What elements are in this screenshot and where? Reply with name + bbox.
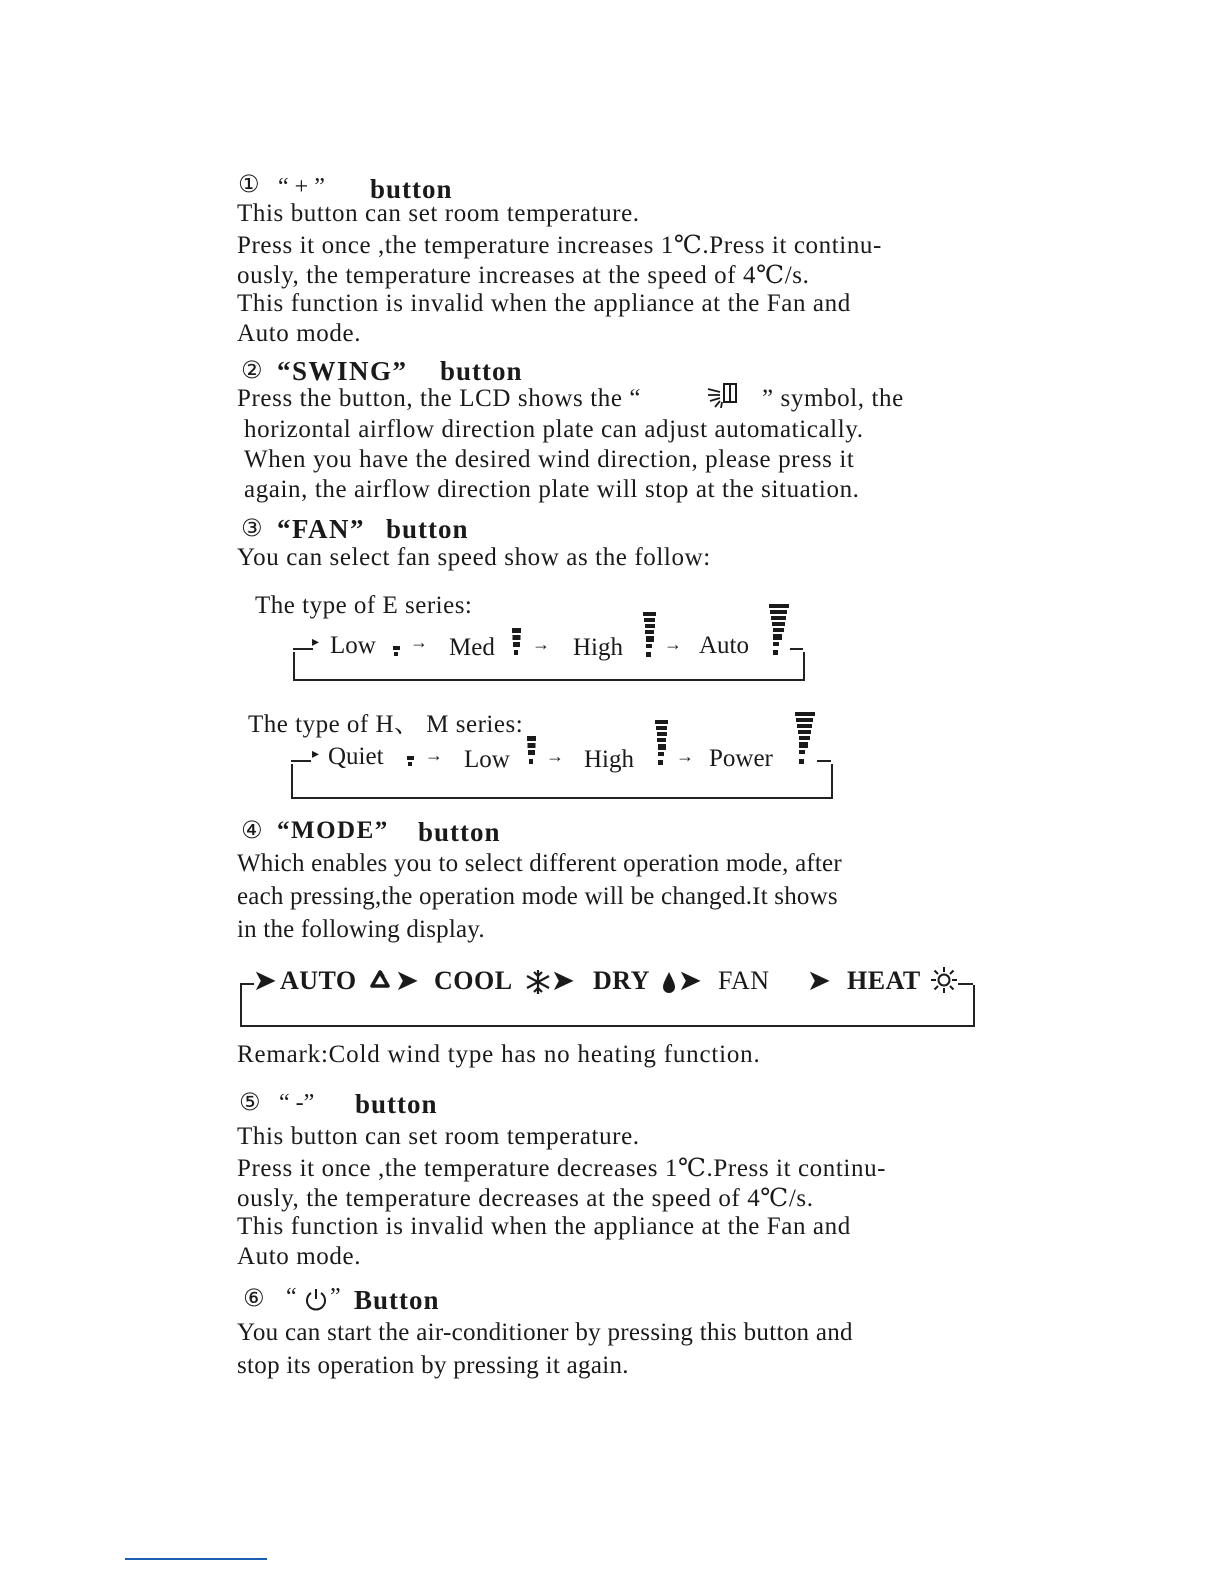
section-plus-line-2: Press it once ,the temperature increases 1℃.Press it continu- — [237, 232, 882, 259]
e-series-loop-top-right — [790, 648, 803, 650]
section-minus-line-3: ously, the temperature decreases at the speed of 4℃/s. — [237, 1185, 814, 1212]
hm-step-power: Power — [709, 745, 773, 772]
section-power-quote-close: ” — [330, 1284, 341, 1310]
fan-level-high-icon — [642, 610, 658, 665]
section-swing-line-3: When you have the desired wind direction, please press it — [244, 446, 855, 473]
e-step-auto: Auto — [699, 632, 749, 659]
section-mode-line-2: each pressing,the operation mode will be changed.It shows — [237, 883, 838, 910]
mode-dry-label: DRY — [593, 966, 650, 995]
section-minus-title: button — [355, 1089, 438, 1119]
section-plus-symbol: “ + ” — [278, 174, 325, 200]
section-number-2: ② — [241, 356, 263, 384]
mode-arrow-2: ➤ — [396, 966, 419, 995]
mode-auto-label: AUTO — [280, 966, 357, 995]
section-power-line-1: You can start the air-conditioner by pressing this button and — [237, 1319, 853, 1346]
section-swing-line-1a: Press the button, the LCD shows the “ — [237, 385, 642, 412]
e-series-loop-top-left — [293, 648, 313, 650]
recycle-icon — [368, 970, 392, 999]
mode-fan-label: FAN — [718, 966, 770, 995]
snowflake-icon — [524, 969, 552, 1000]
section-fan-title: button — [386, 514, 469, 544]
mode-arrow-1: ➤ — [254, 966, 277, 995]
section-number-4: ④ — [241, 816, 263, 844]
section-swing-line-4: again, the airflow direction plate will stop at the situation. — [244, 476, 860, 503]
section-number-1: ① — [238, 170, 260, 198]
fan-level-quiet-icon — [406, 754, 416, 773]
section-plus-line-3: ously, the temperature increases at the speed of 4℃/s. — [237, 262, 810, 289]
section-power-title: Button — [354, 1285, 440, 1315]
fan-level-high-icon-hm — [654, 718, 670, 775]
section-power-line-2: stop its operation by pressing it again. — [237, 1352, 629, 1379]
power-icon — [303, 1287, 329, 1318]
section-mode-line-1: Which enables you to select different operation mode, after — [237, 850, 842, 877]
section-swing-line-1b: ” symbol, the — [762, 385, 904, 412]
section-plus-line-1: This button can set room temperature. — [237, 200, 640, 227]
e-arrow-1: ▸ — [312, 635, 320, 650]
footer-rule — [125, 1558, 267, 1560]
section-swing-line-2: horizontal airflow direction plate can adjust automatically. — [244, 416, 864, 443]
section-minus-line-4: This function is invalid when the appliance at the Fan and — [237, 1213, 851, 1240]
hm-series-loop-top-right — [817, 760, 831, 762]
section-minus-symbol: “ -” — [279, 1090, 315, 1116]
e-step-med: Med — [449, 634, 495, 661]
mode-heat-label: HEAT — [847, 966, 921, 995]
section-number-6: ⑥ — [243, 1284, 265, 1312]
mode-loop-top-left — [240, 983, 254, 985]
hm-step-low: Low — [464, 746, 510, 773]
e-arrow-2: → — [410, 632, 428, 652]
mode-remark: Remark:Cold wind type has no heating function. — [237, 1041, 761, 1068]
e-step-low: Low — [330, 632, 376, 659]
water-drop-icon — [661, 970, 677, 999]
hm-arrow-3: → — [546, 746, 564, 766]
section-fan-intro: You can select fan speed show as the follow: — [237, 544, 711, 571]
hm-step-high: High — [584, 746, 634, 773]
mode-arrow-5: ➤ — [808, 966, 831, 995]
section-minus-line-1: This button can set room temperature. — [237, 1123, 640, 1150]
fan-level-low-icon-hm — [526, 734, 538, 775]
section-plus-line-4: This function is invalid when the appliance at the Fan and — [237, 290, 851, 317]
section-power-quote-open: “ — [286, 1284, 297, 1310]
hm-arrow-2: → — [425, 745, 443, 765]
hm-step-quiet: Quiet — [328, 743, 384, 770]
section-number-5: ⑤ — [239, 1088, 261, 1116]
fan-level-med-icon — [511, 626, 523, 663]
fan-level-auto-icon — [768, 602, 790, 665]
fan-level-power-icon — [794, 710, 816, 775]
section-plus-title: button — [370, 174, 453, 204]
section-swing-title: button — [440, 356, 523, 386]
e-arrow-4: → — [664, 634, 682, 654]
section-fan-symbol: “FAN” — [277, 514, 365, 544]
mode-arrow-4: ➤ — [679, 966, 702, 995]
e-step-high: High — [573, 634, 623, 661]
hm-series-loop-top-left — [291, 760, 311, 762]
hm-series-title: The type of H、 M series: — [248, 711, 524, 738]
hm-arrow-4: → — [676, 746, 694, 766]
section-mode-title: button — [418, 817, 501, 847]
section-minus-line-2: Press it once ,the temperature decreases 1℃.Press it continu- — [237, 1155, 887, 1182]
section-number-3: ③ — [241, 514, 263, 542]
mode-cool-label: COOL — [434, 966, 513, 995]
section-swing-symbol: “SWING” — [277, 356, 408, 386]
section-mode-line-3: in the following display. — [237, 916, 485, 943]
sun-icon — [930, 966, 958, 999]
e-series-title: The type of E series: — [255, 592, 473, 619]
fan-level-low-icon — [392, 644, 402, 663]
section-plus-line-5: Auto mode. — [237, 320, 362, 347]
section-mode-symbol: “MODE” — [277, 817, 389, 844]
swing-louver-icon — [704, 380, 744, 415]
section-minus-line-5: Auto mode. — [237, 1243, 362, 1270]
mode-arrow-3: ➤ — [552, 966, 575, 995]
hm-arrow-1: ▸ — [312, 747, 320, 762]
mode-loop-top-right — [958, 983, 973, 985]
e-arrow-3: → — [532, 634, 550, 654]
